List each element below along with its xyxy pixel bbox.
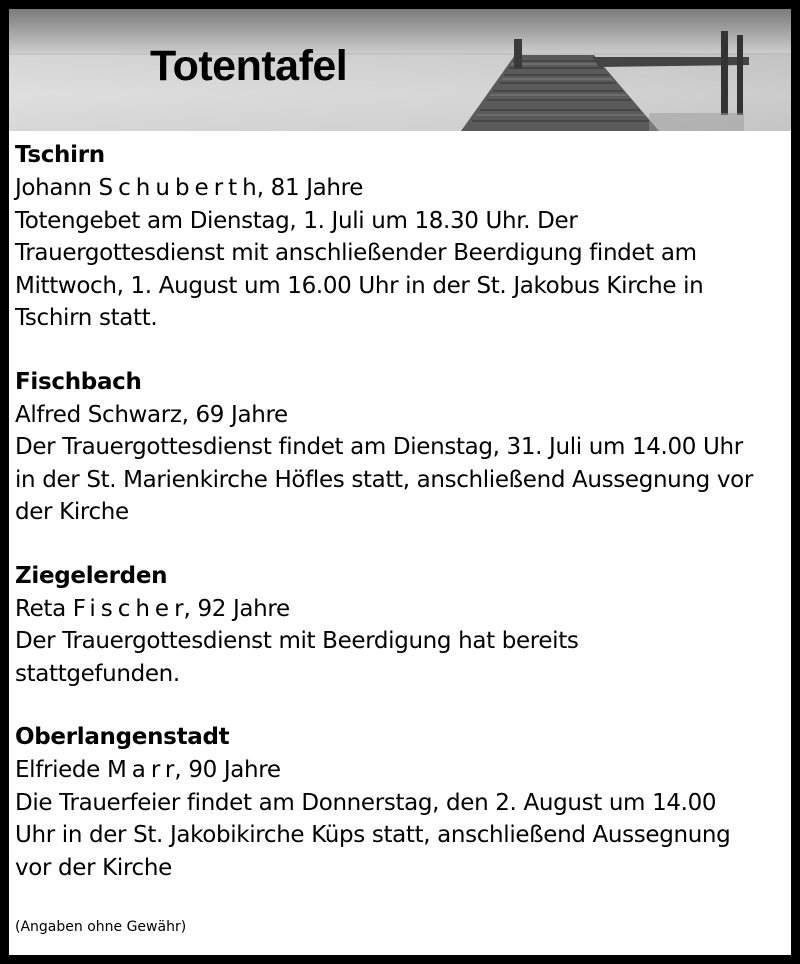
entry-name-line — [15, 754, 785, 787]
entry-age: , 90 Jahre — [174, 757, 281, 783]
page-title: Totentafel — [150, 42, 348, 90]
entry-text-line: Mittwoch, 1. August um 16.00 Uhr in der St. Jakobus Kirche in — [15, 272, 704, 299]
entry-name-spaced: Schuberth — [98, 175, 262, 201]
obituary-entry — [15, 139, 785, 335]
entry-text-line: Die Trauerfeier findet am Donnerstag, den 2. August um 14.00 — [15, 789, 717, 816]
entry-name-first: Reta — [15, 595, 73, 622]
obituary-entry — [15, 560, 785, 691]
entry-place: Oberlangenstadt — [15, 724, 230, 750]
entry-name-spaced: Fischer — [72, 595, 189, 622]
footnote: (Angaben ohne Gewähr) — [15, 919, 187, 935]
entry-age: , 92 Jahre — [183, 595, 290, 622]
entry-text-line: Totengebet am Dienstag, 1. Juli um 18.30 Uhr. Der — [15, 207, 578, 234]
entry-name-first: Johann — [15, 175, 99, 201]
entries-list — [15, 139, 785, 915]
entry-text-line: in der St. Marienkirche Höfles statt, anschließend Aussegnung vor — [15, 466, 753, 493]
entry-name-spaced: Marr — [106, 757, 180, 783]
obituary-entry — [15, 721, 785, 884]
entry-name-line — [15, 593, 785, 626]
entry-text-line: vor der Kirche — [15, 854, 172, 881]
entry-age: , 69 Jahre — [181, 401, 288, 428]
entry-text-line: Der Trauergottesdienst findet am Dienstag, 31. Juli um 14.00 Uhr — [15, 434, 743, 460]
entry-text-line: Tschirn statt. — [15, 305, 158, 331]
entry-text-line: stattgefunden. — [15, 660, 180, 687]
entry-place: Ziegelerden — [15, 562, 168, 589]
lake-jetty-image — [9, 9, 791, 131]
entry-text-line: Uhr in der St. Jakobikirche Küps statt, anschließend Aussegnung — [15, 822, 731, 848]
header-banner — [9, 9, 791, 131]
entry-name-first: Alfred Schwarz — [15, 401, 182, 428]
entry-text-line: Der Trauergottesdienst mit Beerdigung hat bereits — [15, 628, 579, 654]
entry-text-line: Trauergottesdienst mit anschließender Beerdigung findet am — [15, 240, 697, 266]
entry-age: , 81 Jahre — [256, 175, 364, 201]
obituary-entry — [15, 366, 785, 529]
entry-place: Tschirn — [15, 142, 105, 168]
entry-name-line — [15, 172, 785, 205]
entry-place: Fischbach — [15, 368, 142, 395]
entry-text-line: der Kirche — [15, 499, 129, 525]
entry-name-first: Elfriede — [15, 757, 107, 783]
entry-name-line — [15, 399, 785, 432]
